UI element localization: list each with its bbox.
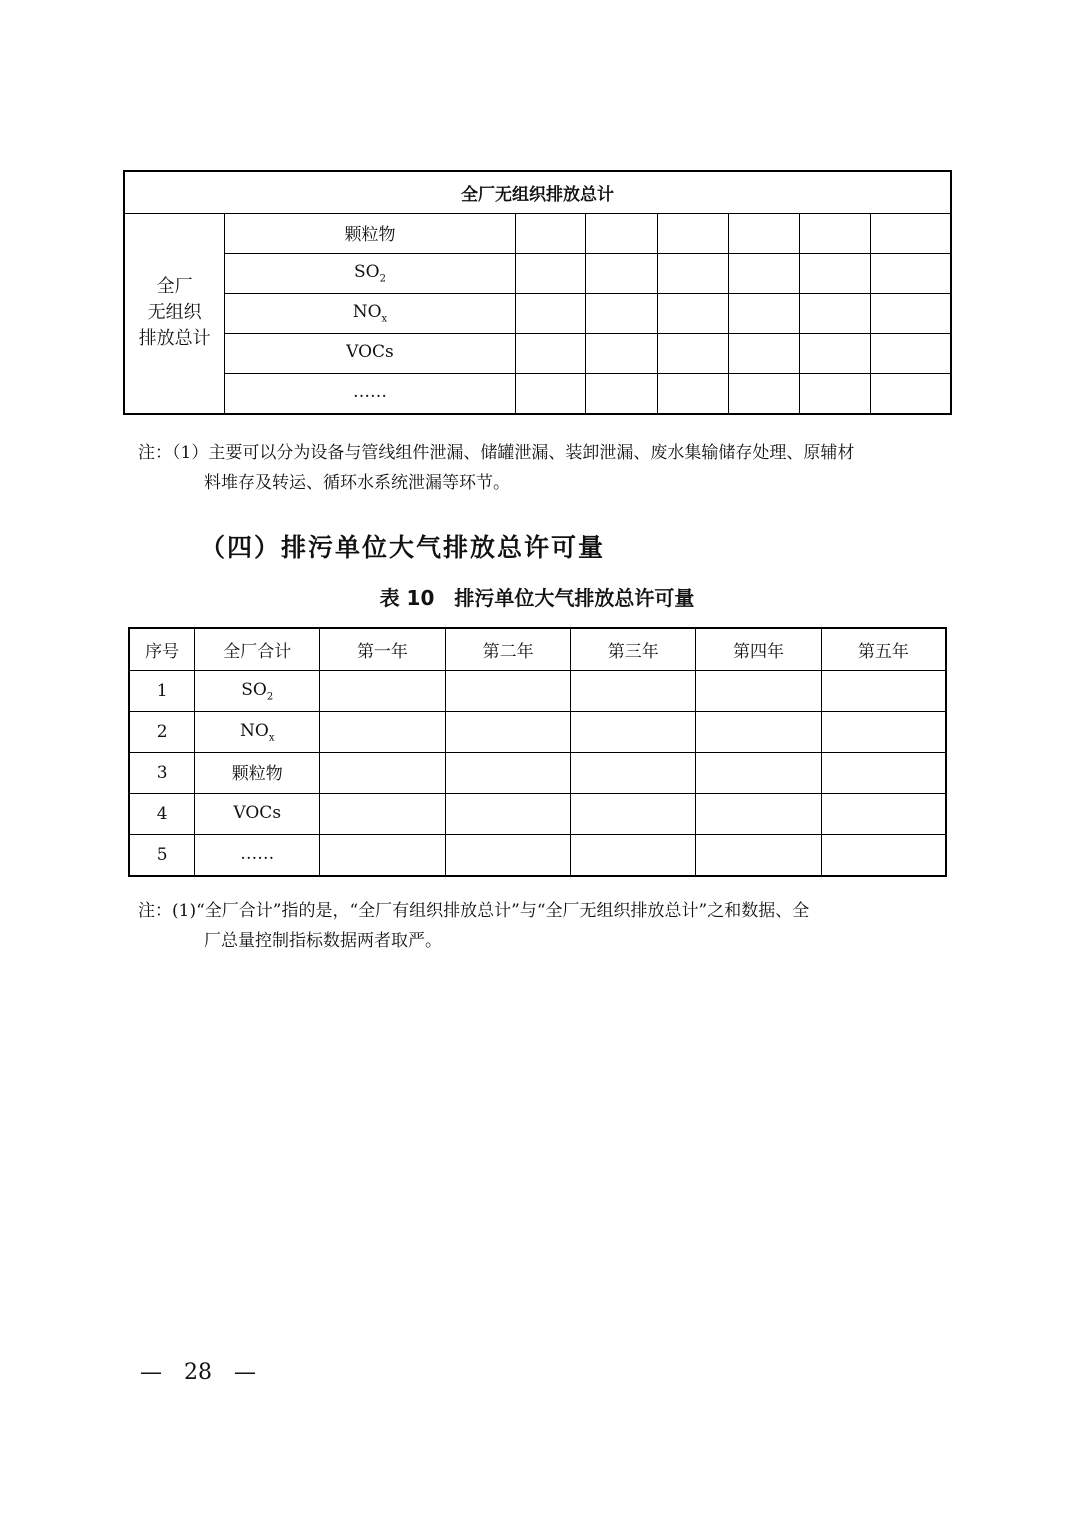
section-title: （四）排污单位大气排放总许可量 bbox=[200, 533, 606, 562]
column-header: 序号 bbox=[129, 628, 195, 671]
empty-cell bbox=[586, 254, 658, 294]
empty-cell bbox=[729, 334, 800, 374]
row-number: 4 bbox=[129, 794, 195, 835]
empty-cell bbox=[445, 794, 571, 835]
empty-cell bbox=[515, 334, 586, 374]
empty-cell bbox=[870, 294, 951, 334]
row-number: 1 bbox=[129, 671, 195, 712]
empty-cell bbox=[445, 753, 571, 794]
empty-cell bbox=[729, 374, 800, 414]
empty-cell bbox=[586, 214, 658, 254]
table-row bbox=[124, 374, 951, 414]
column-header: 第三年 bbox=[571, 628, 696, 671]
empty-cell bbox=[445, 835, 571, 877]
empty-cell bbox=[696, 671, 822, 712]
pollutant-name: $NO_x$ bbox=[195, 712, 320, 753]
pollutant-name: 颗粒物 bbox=[195, 753, 320, 794]
empty-cell bbox=[870, 334, 951, 374]
table-row bbox=[124, 254, 951, 294]
empty-cell bbox=[799, 214, 870, 254]
row-number: 3 bbox=[129, 753, 195, 794]
empty-cell bbox=[571, 835, 696, 877]
column-header: 第四年 bbox=[696, 628, 822, 671]
empty-cell bbox=[821, 671, 946, 712]
table-header: 全厂无组织排放总计 bbox=[124, 171, 951, 214]
table-row bbox=[129, 835, 946, 877]
table-row bbox=[124, 334, 951, 374]
column-header: 全厂合计 bbox=[195, 628, 320, 671]
empty-cell bbox=[586, 334, 658, 374]
pollutant-name: 颗粒物 bbox=[225, 214, 515, 254]
empty-cell bbox=[658, 294, 729, 334]
empty-cell bbox=[799, 254, 870, 294]
column-header: 第二年 bbox=[445, 628, 571, 671]
note-line: 厂总量控制指标数据两者取严。 bbox=[204, 931, 442, 951]
empty-cell bbox=[821, 712, 946, 753]
empty-cell bbox=[320, 835, 446, 877]
column-header: 第一年 bbox=[320, 628, 446, 671]
empty-cell bbox=[870, 254, 951, 294]
note-line: 注：（1）主要可以分为设备与管线组件泄漏、储罐泄漏、装卸泄漏、废水集输储存处理、原辅材 bbox=[138, 443, 855, 463]
empty-cell bbox=[586, 294, 658, 334]
empty-cell bbox=[320, 794, 446, 835]
empty-cell bbox=[571, 712, 696, 753]
empty-cell bbox=[799, 334, 870, 374]
empty-cell bbox=[658, 374, 729, 414]
pollutant-name: $NO_x$ bbox=[225, 294, 515, 334]
empty-cell bbox=[729, 254, 800, 294]
pollutant-name: VOCs bbox=[195, 794, 320, 835]
table-row bbox=[129, 671, 946, 712]
empty-cell bbox=[696, 753, 822, 794]
pollutant-name: $SO_2$ bbox=[225, 254, 515, 294]
note-line: 料堆存及转运、循环水系统泄漏等环节。 bbox=[204, 473, 510, 493]
group-label: 全厂 无组织 排放总计 bbox=[124, 214, 225, 414]
empty-cell bbox=[799, 294, 870, 334]
table-row bbox=[124, 294, 951, 334]
empty-cell bbox=[320, 753, 446, 794]
empty-cell bbox=[696, 835, 822, 877]
pollutant-name: …… bbox=[195, 835, 320, 877]
table-note bbox=[138, 438, 938, 498]
empty-cell bbox=[445, 712, 571, 753]
table-note bbox=[138, 896, 938, 956]
table-row bbox=[129, 753, 946, 794]
empty-cell bbox=[571, 753, 696, 794]
empty-cell bbox=[571, 794, 696, 835]
empty-cell bbox=[658, 214, 729, 254]
fugitive-emission-total-table bbox=[123, 170, 952, 415]
empty-cell bbox=[729, 294, 800, 334]
empty-cell bbox=[696, 794, 822, 835]
empty-cell bbox=[320, 712, 446, 753]
table-row bbox=[129, 712, 946, 753]
empty-cell bbox=[821, 794, 946, 835]
column-header: 第五年 bbox=[821, 628, 946, 671]
empty-cell bbox=[445, 671, 571, 712]
empty-cell bbox=[729, 214, 800, 254]
empty-cell bbox=[320, 671, 446, 712]
empty-cell bbox=[515, 214, 586, 254]
empty-cell bbox=[586, 374, 658, 414]
empty-cell bbox=[821, 835, 946, 877]
page-number: — 28 — bbox=[140, 1360, 256, 1385]
empty-cell bbox=[799, 374, 870, 414]
table-caption: 表 10 排污单位大气排放总许可量 bbox=[379, 586, 695, 610]
empty-cell bbox=[696, 712, 822, 753]
pollutant-name: …… bbox=[225, 374, 515, 414]
empty-cell bbox=[515, 254, 586, 294]
empty-cell bbox=[658, 254, 729, 294]
total-permitted-emission-table bbox=[128, 627, 947, 877]
table-header-row bbox=[129, 628, 946, 671]
row-number: 5 bbox=[129, 835, 195, 877]
empty-cell bbox=[870, 374, 951, 414]
pollutant-name: $SO_2$ bbox=[195, 671, 320, 712]
empty-cell bbox=[571, 671, 696, 712]
row-number: 2 bbox=[129, 712, 195, 753]
empty-cell bbox=[821, 753, 946, 794]
table-row bbox=[129, 794, 946, 835]
empty-cell bbox=[658, 334, 729, 374]
note-line: 注：(1)“全厂合计”指的是，“全厂有组织排放总计”与“全厂无组织排放总计”之和数据、全 bbox=[138, 901, 810, 921]
empty-cell bbox=[515, 374, 586, 414]
table-row bbox=[124, 214, 951, 254]
empty-cell bbox=[515, 294, 586, 334]
empty-cell bbox=[870, 214, 951, 254]
pollutant-name: VOCs bbox=[225, 334, 515, 374]
